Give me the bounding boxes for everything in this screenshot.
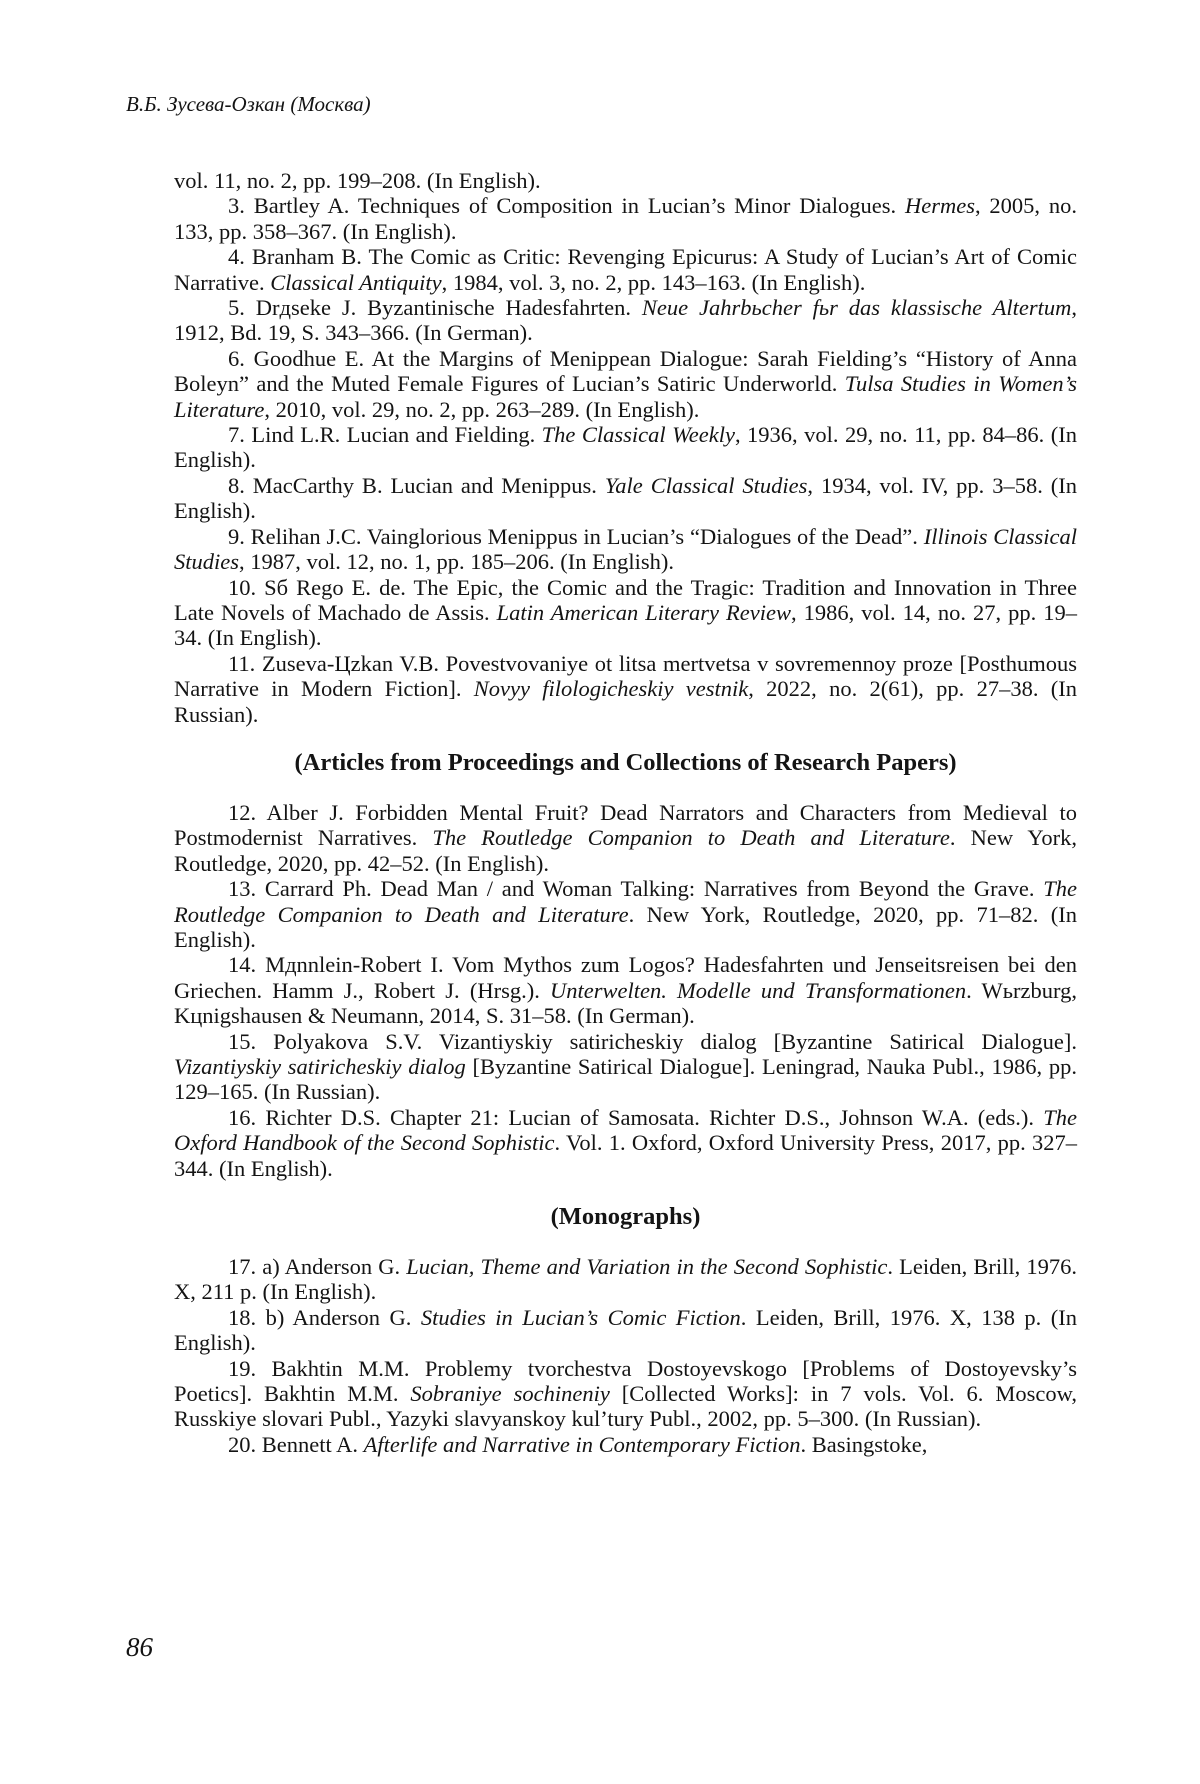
reference-entry bbox=[174, 193, 1077, 244]
reference-title-italic: Novyy filologicheskiy vestnik bbox=[473, 676, 749, 702]
reference-text: , 1912, Bd. 19, S. 343–366. (In German). bbox=[174, 295, 1077, 346]
page-number: 86 bbox=[126, 1632, 153, 1662]
reference-title-italic: Sobraniye sochineniy bbox=[410, 1381, 610, 1407]
reference-title-italic: Vizantiyskiy satiricheskiy dialog bbox=[174, 1054, 466, 1079]
reference-text: , 1987, vol. 12, no. 1, pp. 185–206. (In English). bbox=[239, 549, 674, 575]
reference-text: , 2022, no. 2(61), pp. 27–38. (In Russian). bbox=[174, 676, 1077, 727]
reference-text: 3. Bartley A. Techniques of Composition in Lucian’s Minor Dialogues. bbox=[228, 193, 905, 219]
reference-text: [Byzantine Satirical Dialogue]. Leningrad, Nauka Publ., 1986, pp. 129–165. (In Russian). bbox=[174, 1054, 1077, 1105]
reference-text: . Vol. 1. Oxford, Oxford University Press, 2017, pp. 327–344. (In English). bbox=[174, 1130, 1077, 1181]
reference-title-italic: Studies in Lucian’s Comic Fiction bbox=[420, 1304, 741, 1330]
reference-text: 17. a) Anderson G. bbox=[228, 1254, 407, 1280]
reference-text: , 2005, no. 133, pp. 358–367. (In English). bbox=[174, 193, 1078, 244]
reference-text: 4. Branham B. The Comic as Critic: Revenging Epicurus: A Study of Lucian’s Art of Comic Narrative. bbox=[174, 244, 1077, 295]
reference-entry bbox=[174, 876, 1077, 952]
reference-title-italic: The Routledge Companion to Death and Literature bbox=[432, 825, 950, 851]
reference-text: . Wьrzburg, Kцnigshausen & Neumann, 2014, S. 31–58. (In German). bbox=[174, 977, 1077, 1029]
reference-title-italic: The Classical Weekly bbox=[541, 422, 735, 448]
reference-entry bbox=[174, 575, 1077, 651]
reference-title-italic: Tulsa Studies in Women’s Literature bbox=[174, 371, 1077, 422]
reference-entry bbox=[174, 524, 1077, 575]
reference-entry bbox=[174, 422, 1077, 473]
reference-text: . Basingstoke, bbox=[800, 1431, 928, 1457]
reference-entry bbox=[174, 346, 1077, 422]
reference-entry bbox=[174, 1305, 1077, 1356]
reference-title-italic: Neue Jahrbьcher fьr das klassische Altertum bbox=[641, 295, 1072, 321]
reference-text: , 1936, vol. 29, no. 11, pp. 84–86. (In English). bbox=[174, 422, 1077, 473]
reference-text: 16. Richter D.S. Chapter 21: Lucian of Samosata. Richter D.S., Johnson W.A. (eds.). bbox=[228, 1104, 1044, 1130]
reference-text: 13. Carrard Ph. Dead Man / and Woman Talking: Narratives from Beyond the Grave. bbox=[228, 876, 1044, 902]
reference-text: 8. MacCarthy B. Lucian and Menippus. bbox=[228, 472, 605, 498]
reference-entry bbox=[174, 1105, 1077, 1181]
reference-text: , 1986, vol. 14, no. 27, pp. 19–34. (In English). bbox=[174, 599, 1077, 651]
reference-text: 5. Drдseke J. Byzantinische Hadesfahrten. bbox=[228, 295, 642, 321]
reference-entry bbox=[174, 244, 1077, 295]
reference-entry bbox=[174, 295, 1077, 346]
reference-entry bbox=[174, 800, 1077, 876]
reference-text: 10. Sб Rego E. de. The Epic, the Comic and the Tragic: Tradition and Innovation in Three Late Novels of Machado de Assis. bbox=[174, 574, 1077, 625]
reference-title-italic: The Routledge Companion to Death and Literature bbox=[174, 876, 1077, 927]
reference-entry bbox=[174, 1432, 1077, 1457]
reference-text: . New York, Routledge, 2020, pp. 71–82. (In English). bbox=[174, 901, 1077, 952]
reference-text: 18. b) Anderson G. bbox=[228, 1304, 421, 1330]
reference-text: 14. Mдnnlein-Robert I. Vom Mythos zum Logos? Hadesfahrten und Jenseitsreisen bei den Griechen. Hamm J., Robert J. (Hrsg.). bbox=[174, 952, 1077, 1003]
reference-title-italic: Hermes bbox=[904, 193, 975, 219]
reference-title-italic: The Oxford Handbook of the Second Sophistic bbox=[174, 1104, 1077, 1156]
reference-entry bbox=[174, 168, 1077, 193]
reference-text: . Leiden, Brill, 1976. X, 138 p. (In English). bbox=[174, 1304, 1077, 1356]
reference-text: , 1934, vol. IV, pp. 3–58. (In English). bbox=[174, 472, 1077, 524]
reference-list bbox=[174, 168, 1077, 1457]
reference-title-italic: Latin American Literary Review bbox=[496, 599, 791, 625]
reference-text: vol. 11, no. 2, pp. 199–208. (In English). bbox=[174, 168, 541, 193]
reference-text: , 1984, vol. 3, no. 2, pp. 143–163. (In English). bbox=[441, 269, 866, 295]
reference-title-italic: Lucian, Theme and Variation in the Second Sophistic bbox=[406, 1254, 888, 1280]
running-head: В.Б. Зусева-Озкан (Москва) bbox=[126, 92, 371, 116]
reference-entry bbox=[174, 952, 1077, 1028]
reference-text: 19. Bakhtin M.M. Problemy tvorchestva Dostoyevskogo [Problems of Dostoyevsky’s Poetics]. Bakhtin M.M. bbox=[174, 1355, 1077, 1407]
reference-text: 7. Lind L.R. Lucian and Fielding. bbox=[228, 422, 542, 448]
reference-text: 11. Zuseva-Цzkan V.B. Povestvovaniye ot litsa mertvetsa v sovremennoy proze [Posthumous Narrative in Modern Fiction]. bbox=[174, 650, 1077, 702]
reference-text: 15. Polyakova S.V. Vizantiyskiy satiricheskiy dialog [Byzantine Satirical Dialogue]. bbox=[228, 1028, 1077, 1054]
reference-text: , 2010, vol. 29, no. 2, pp. 263–289. (In English). bbox=[264, 396, 700, 422]
reference-text: 9. Relihan J.C. Vainglorious Menippus in Lucian’s “Dialogues of the Dead”. bbox=[228, 523, 924, 549]
reference-entry bbox=[174, 1254, 1077, 1305]
reference-entry bbox=[174, 651, 1077, 727]
reference-entry bbox=[174, 1029, 1077, 1105]
reference-title-italic: Unterwelten. Modelle und Transformationen bbox=[550, 977, 967, 1003]
reference-title-italic: Yale Classical Studies bbox=[604, 472, 808, 498]
reference-entry bbox=[174, 473, 1077, 524]
reference-text: . Leiden, Brill, 1976. X, 211 p. (In English). bbox=[174, 1254, 1077, 1305]
section-heading: (Monographs) bbox=[550, 1203, 701, 1231]
section-heading: (Articles from Proceedings and Collections of Research Papers) bbox=[294, 748, 957, 776]
reference-text: 12. Alber J. Forbidden Mental Fruit? Dead Narrators and Characters from Medieval to Postmodernist Narratives. bbox=[174, 799, 1077, 851]
reference-title-italic: Illinois Classical Studies bbox=[174, 523, 1078, 575]
reference-text: [Collected Works]: in 7 vols. Vol. 6. Moscow, Russkiye slovari Publ., Yazyki slavyanskoy kul’tury Publ., 2002, pp. 5–300. (In Russian). bbox=[174, 1381, 1077, 1432]
reference-entry bbox=[174, 1356, 1077, 1432]
reference-title-italic: Afterlife and Narrative in Contemporary Fiction bbox=[363, 1431, 801, 1457]
reference-title-italic: Classical Antiquity bbox=[270, 269, 442, 295]
reference-text: 6. Goodhue E. At the Margins of Menippean Dialogue: Sarah Fielding’s “History of Anna Boleyn” and the Muted Female Figures of Lucian’s Satiric Underworld. bbox=[174, 345, 1077, 397]
reference-text: 20. Bennett A. bbox=[228, 1431, 364, 1457]
reference-text: . New York, Routledge, 2020, pp. 42–52. (In English). bbox=[174, 825, 1078, 876]
